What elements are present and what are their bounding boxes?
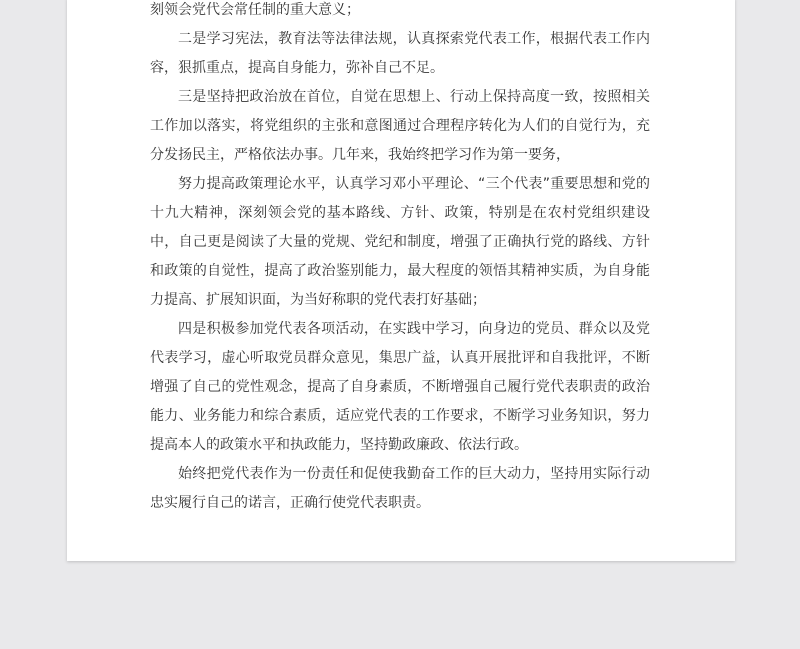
paragraph-activities: 四是积极参加党代表各项活动，在实践中学习，向身边的党员、群众以及党代表学习，虚心听取党员群众意见，集思广益，认真开展批评和自我批评，不断增强了自己的党性观念，提高了自身素质，不断增强自己履行党代表职责的政治能力、业务能力和综合素质，适应党代表的工作要求，不断学习业务知识，努力提高本人的政策水平和执政能力，坚持勤政廉政、依法行政。: [150, 321, 650, 453]
document-page: [67, 0, 735, 561]
paragraph-politics-first: 三是坚持把政治放在首位，自觉在思想上、行动上保持高度一致，按照相关工作加以落实，将党组织的主张和意图通过合理程序转化为人们的自觉行为，充分发扬民主，严格依法办事。几年来，我始终把学习作为第一要务，: [150, 89, 650, 163]
paragraph-study-constitution: 二是学习宪法，教育法等法律法规，认真探索党代表工作，根据代表工作内容，狠抓重点，提高自身能力，弥补自己不足。: [150, 31, 650, 76]
paragraph-policy-theory: 努力提高政策理论水平，认真学习邓小平理论、“三个代表”重要思想和党的十九大精神，深刻领会党的基本路线、方针、政策，特别是在农村党组织建设中，自己更是阅读了大量的党规、党纪和制度，增强了正确执行党的路线、方针和政策的自觉性，提高了政治鉴别能力，最大程度的领悟其精神实质，为自身能力提高、扩展知识面，为当好称职的党代表打好基础；: [150, 176, 650, 308]
paragraph-continued: 刻领会党代会常任制的重大意义；: [150, 2, 360, 18]
paragraph-responsibility: 始终把党代表作为一份责任和促使我勤奋工作的巨大动力，坚持用实际行动忠实履行自己的诺言，正确行使党代表职责。: [150, 466, 650, 511]
document-body: [150, 2, 650, 518]
